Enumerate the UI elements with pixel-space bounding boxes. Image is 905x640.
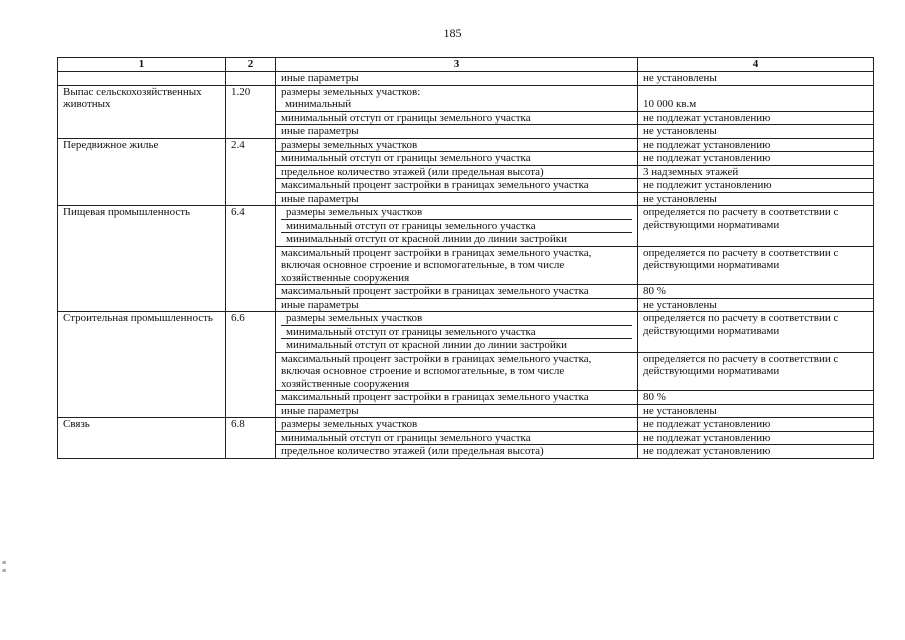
param-cell	[276, 85, 638, 111]
value-cell: 10 000 кв.м	[638, 85, 874, 111]
regulations-table	[57, 57, 874, 459]
param-cell: минимальный отступ от границы земельного участка	[276, 431, 638, 445]
param-cell: размеры земельных участков	[276, 418, 638, 432]
table-row	[58, 418, 874, 432]
param-cell: предельное количество этажей (или предельная высота)	[276, 165, 638, 179]
header-row	[58, 58, 874, 72]
use-code-cell: 1.20	[226, 85, 276, 138]
page-number: 185	[443, 26, 462, 40]
value-cell: не установлены	[638, 125, 874, 139]
param-cell: иные параметры	[276, 192, 638, 206]
header-col-2: 2	[226, 58, 276, 72]
param-line: минимальный	[285, 98, 352, 110]
value-cell: не подлежат установлению	[638, 431, 874, 445]
header-col-4: 4	[638, 58, 874, 72]
param-line: размеры земельных участков	[286, 206, 423, 218]
table-row	[58, 138, 874, 152]
use-name-cell	[58, 72, 226, 86]
use-name-cell: Пищевая промышленность	[58, 206, 226, 312]
use-name-cell: Строительная промышленность	[58, 312, 226, 418]
param-cell: предельное количество этажей (или предельная высота)	[276, 445, 638, 459]
use-code-cell: 6.6	[226, 312, 276, 418]
value-cell: не подлежат установлению	[638, 152, 874, 166]
param-cell: максимальный процент застройки в границах земельного участка, включая основное строение и вспомогательные, в том числе хозяйственные сооружения	[276, 352, 638, 391]
value-cell: 80 %	[638, 391, 874, 405]
table-row	[58, 72, 874, 86]
table-row	[58, 85, 874, 111]
value-cell: не подлежат установлению	[638, 445, 874, 459]
param-cell: минимальный отступ от границы земельного участка	[276, 111, 638, 125]
table-row	[58, 206, 874, 247]
value-cell: не установлены	[638, 404, 874, 418]
param-cell: иные параметры	[276, 298, 638, 312]
param-line: минимальный отступ от красной линии до линии застройки	[281, 338, 632, 352]
value-cell: определяется по расчету в соответствии с действующими нормативами	[638, 246, 874, 285]
param-cell: максимальный процент застройки в границах земельного участка, включая основное строение и вспомогательные, в том числе хозяйственные сооружения	[276, 246, 638, 285]
header-col-3: 3	[276, 58, 638, 72]
use-code-cell: 6.4	[226, 206, 276, 312]
use-code-cell: 6.8	[226, 418, 276, 459]
value-cell: не подлежат установлению	[638, 111, 874, 125]
param-line: размеры земельных участков	[286, 312, 423, 324]
margin-mark: ≡ ≡	[2, 560, 7, 575]
param-line: минимальный отступ от границы земельного участка	[281, 219, 632, 233]
use-name-cell: Передвижное жилье	[58, 138, 226, 206]
param-cell: иные параметры	[276, 125, 638, 139]
use-code-cell	[226, 72, 276, 86]
param-cell: минимальный отступ от границы земельного участка	[276, 152, 638, 166]
param-cell: иные параметры	[276, 72, 638, 86]
param-cell: размеры земельных участков	[276, 138, 638, 152]
param-line: минимальный отступ от границы земельного участка	[281, 325, 632, 339]
value-cell: не подлежит установлению	[638, 179, 874, 193]
value-cell: не подлежат установлению	[638, 138, 874, 152]
value-cell: определяется по расчету в соответствии с действующими нормативами	[638, 206, 874, 247]
use-name-cell: Связь	[58, 418, 226, 459]
param-group-cell	[276, 312, 638, 353]
value-cell: не установлены	[638, 192, 874, 206]
use-code-cell: 2.4	[226, 138, 276, 206]
param-cell: иные параметры	[276, 404, 638, 418]
value-cell: 80 %	[638, 285, 874, 299]
value-cell: определяется по расчету в соответствии с действующими нормативами	[638, 352, 874, 391]
value-cell: не подлежат установлению	[638, 418, 874, 432]
value-cell: не установлены	[638, 72, 874, 86]
param-cell: максимальный процент застройки в границах земельного участка	[276, 179, 638, 193]
param-cell: максимальный процент застройки в границах земельного участка	[276, 285, 638, 299]
param-cell: максимальный процент застройки в границах земельного участка	[276, 391, 638, 405]
value-cell: 3 надземных этажей	[638, 165, 874, 179]
param-line: минимальный отступ от красной линии до линии застройки	[281, 232, 632, 246]
param-group-cell	[276, 206, 638, 247]
value-cell: не установлены	[638, 298, 874, 312]
use-name-cell: Выпас сельскохозяйственных животных	[58, 85, 226, 138]
value-cell: определяется по расчету в соответствии с действующими нормативами	[638, 312, 874, 353]
param-line: размеры земельных участков:	[281, 85, 421, 98]
table-row	[58, 312, 874, 353]
header-col-1: 1	[58, 58, 226, 72]
